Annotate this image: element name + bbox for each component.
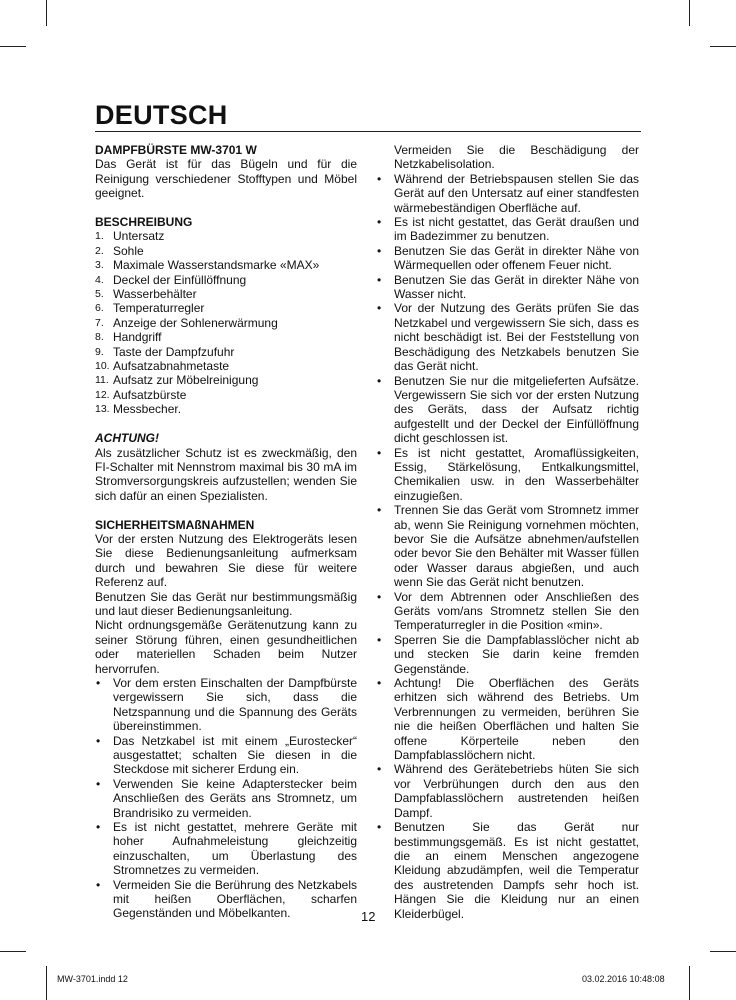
footer-timestamp: 03.02.2016 10:48:08: [582, 974, 665, 984]
left-column: [95, 143, 357, 921]
crop-mark: [46, 966, 47, 1000]
list-item: 10. Aufsatzabnahmetaste: [95, 359, 230, 374]
crop-mark: [710, 951, 736, 952]
product-heading: DAMPFBÜRSTE MW-3701 W: [95, 143, 257, 157]
list-item: 12. Aufsatzbürste: [95, 387, 187, 402]
list-item: 4. Deckel der Einfüllöffnung: [95, 272, 247, 287]
intro-paragraph: Das Gerät ist für das Bügeln und für die Reinigung verschiedener Stofftypen und Möbel geeignet.: [95, 157, 357, 201]
list-item: 2. Sohle: [95, 243, 144, 258]
list-item: • Das Netzkabel ist mit einem „Eurostecker“ ausgestattet; schalten Sie diesen in die Steckdose mit sicherer Erdung ein.: [95, 734, 357, 777]
list-item: • Es ist nicht gestattet, mehrere Geräte mit hoher Aufnahmeleistung gleichzeitig einzuschalten, um Überlastung des Stromnetzes zu vermeiden.: [95, 820, 357, 878]
crop-mark: [0, 46, 26, 47]
list-item: • Benutzen Sie das Gerät nur bestimmungsgemäß. Es ist nicht gestattet, die an einem Menschen angezogene Kleidung abzudämpfen, weil die Temperatur des austretenden Dampfs sehr hoch ist. Hängen Sie die Kleidung nur an einen Kleiderbügel.: [376, 820, 639, 921]
list-item: 8. Handgriff: [95, 330, 162, 345]
crop-mark: [710, 46, 736, 47]
crop-mark: [689, 966, 690, 1000]
list-item: • Während der Betriebspausen stellen Sie das Gerät auf den Untersatz auf einer standfesten wärmebeständigen Oberfläche auf.: [376, 172, 639, 215]
list-item: 11. Aufsatz zur Möbelreinigung: [95, 373, 259, 388]
list-item: 1. Untersatz: [95, 229, 165, 244]
page-title: DEUTSCH: [95, 100, 228, 130]
description-heading: BESCHREIBUNG: [95, 215, 193, 230]
safety-heading: SICHERHEITSMAßNAHMEN: [95, 517, 255, 532]
list-item: • Verwenden Sie keine Adapterstecker beim Anschließen des Geräts ans Stromnetz, um Brandrisiko zu vermeiden.: [95, 777, 357, 820]
list-item: 9. Taste der Dampfzufuhr: [95, 344, 235, 359]
list-item: • Vor der Nutzung des Geräts prüfen Sie das Netzkabel und vergewissern Sie sich, dass es nicht beschädigt ist. Bei der Feststellung von Beschädigung des Netzkabels benutzen Sie das Gerät nicht.: [376, 301, 639, 373]
safety-paragraph: Nicht ordnungsgemäße Gerätenutzung kann zu seiner Störung führen, einen gesundheitlichen oder materiellen Schaden beim Nutzer hervorrufen.: [95, 618, 357, 676]
parts-list: [95, 229, 357, 416]
list-item: • Vor dem ersten Einschalten der Dampfbürste vergewissern Sie sich, dass die Netzspannung und die Spannung des Geräts übereinstimmen.: [95, 676, 357, 734]
crop-mark: [46, 0, 47, 26]
list-item: • Benutzen Sie das Gerät in direkter Nähe von Wärmequellen oder offenem Feuer nicht.: [376, 244, 639, 273]
title-rule: [95, 131, 641, 132]
list-item: 6. Temperaturregler: [95, 301, 205, 316]
footer-filename: MW-3701.indd 12: [57, 974, 128, 984]
crop-mark: [0, 951, 26, 952]
safety-paragraph: Vor der ersten Nutzung des Elektrogeräts lesen Sie diese Bedienungsanleitung aufmerksam durch und bewahren Sie diese für weitere Referenz auf.: [95, 531, 357, 590]
list-item: • Vor dem Abtrennen oder Anschließen des Geräts vom/ans Stromnetz stellen Sie den Temperaturregler in die Position «min».: [376, 590, 639, 633]
page-number: 12: [361, 909, 376, 924]
right-column: [376, 143, 639, 921]
list-item: • Sperren Sie die Dampfablasslöcher nicht ab und stecken Sie darin keine fremden Gegenstände.: [376, 633, 639, 676]
list-item: 7. Anzeige der Sohlenerwärmung: [95, 315, 278, 330]
safety-bullets-right: [376, 172, 639, 921]
list-item: • Trennen Sie das Gerät vom Stromnetz immer ab, wenn Sie Reinigung vornehmen möchten, bevor Sie die Aufsätze abnehmen/aufstellen oder bevor Sie den Behälter mit Wasser füllen oder Wasser daraus abgießen, und auch wenn Sie das Gerät nicht benutzen.: [376, 503, 639, 589]
list-item: • Vermeiden Sie die Berührung des Netzkabels mit heißen Oberflächen, scharfen Gegenständen und Möbelkanten.: [95, 878, 357, 921]
caution-paragraph: Als zusätzlicher Schutz ist es zweckmäßig, den FI-Schalter mit Nennstrom maximal bis 30 mA im Stromversorgungskreis aufzustellen; wenden Sie sich dafür an einen Spezialisten.: [95, 445, 357, 503]
list-item: • Benutzen Sie das Gerät in direkter Nähe von Wasser nicht.: [376, 273, 639, 302]
continuation-text: Vermeiden Sie die Beschädigung der Netzkabelisolation.: [394, 143, 639, 172]
caution-heading: ACHTUNG!: [95, 431, 159, 446]
list-item: • Während des Gerätebetriebs hüten Sie sich vor Verbrühungen durch den aus den Dampfablasslöchern austretenden heißen Dampf.: [376, 762, 639, 820]
safety-paragraph: Benutzen Sie das Gerät nur bestimmungsmäßig und laut dieser Bedienungsanleitung.: [95, 589, 357, 618]
list-item: • Es ist nicht gestattet, das Gerät draußen und im Badezimmer zu benutzen.: [376, 215, 639, 244]
crop-mark: [689, 0, 690, 26]
list-item: • Es ist nicht gestattet, Aromaflüssigkeiten, Essig, Stärkelösung, Entkalkungsmittel, Chemikalien usw. in den Wasserbehälter einzugießen.: [376, 446, 639, 504]
list-item: 13. Messbecher.: [95, 402, 182, 417]
safety-bullets-left: [95, 676, 357, 921]
list-item: 3. Maximale Wasserstandsmarke «MAX»: [95, 258, 320, 273]
list-item: • Achtung! Die Oberflächen des Geräts erhitzen sich während des Betriebs. Um Verbrennungen zu vermeiden, berühren Sie nie die heißen Oberflächen und halten Sie offene Körperteile neben den Dampfablasslöchern nicht.: [376, 676, 639, 762]
list-item: • Benutzen Sie nur die mitgelieferten Aufsätze. Vergewissern Sie sich vor der ersten Nutzung des Geräts, dass der Aufsatz richtig aufgestellt und der Deckel der Einfüllöffnung dicht geschlossen ist.: [376, 374, 639, 446]
list-item: 5. Wasserbehälter: [95, 287, 197, 302]
